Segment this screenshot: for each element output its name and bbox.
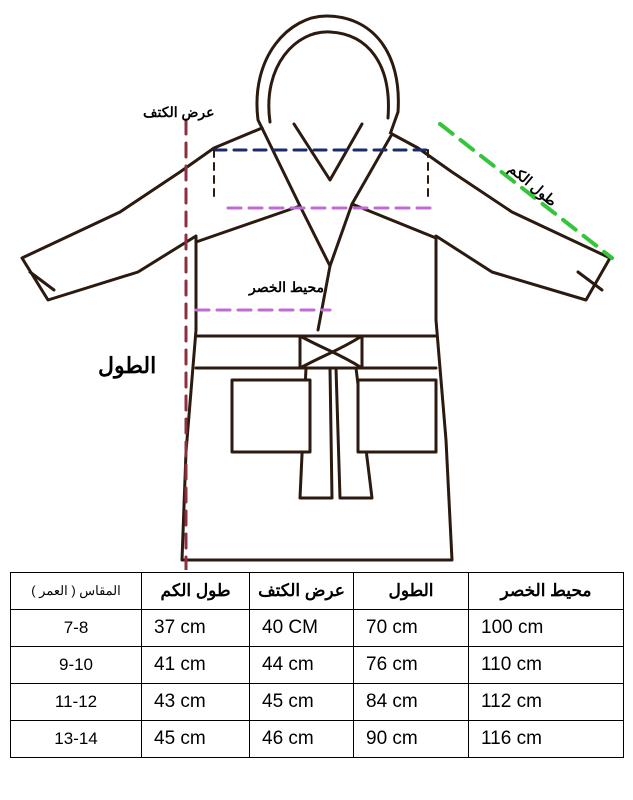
table-row [11,647,624,684]
header-age: المقاس ( العمر ) [11,573,142,610]
header-shoulder: عرض الكتف [250,573,354,610]
cell-length: 70 cm [354,610,469,647]
cell-age: 11-12 [11,684,142,721]
size-table [10,572,624,758]
cell-age: 7-8 [11,610,142,647]
cell-sleeve: 43 cm [142,684,250,721]
cell-length: 90 cm [354,721,469,758]
shoulder-width-label: عرض الكتف [143,104,215,120]
cell-sleeve: 37 cm [142,610,250,647]
cell-shoulder: 40 CM [250,610,354,647]
cell-shoulder: 45 cm [250,684,354,721]
header-length: الطول [354,573,469,610]
waist-circumference-label: محيط الخصر [249,279,324,295]
table-row [11,721,624,758]
cell-shoulder: 44 cm [250,647,354,684]
cell-length: 76 cm [354,647,469,684]
table-row [11,684,624,721]
cell-waist: 110 cm [469,647,624,684]
cell-age: 9-10 [11,647,142,684]
cell-shoulder: 46 cm [250,721,354,758]
cell-waist: 100 cm [469,610,624,647]
table-header-row [11,573,624,610]
cell-age: 13-14 [11,721,142,758]
cell-waist: 116 cm [469,721,624,758]
table-row [11,610,624,647]
cell-length: 84 cm [354,684,469,721]
total-length-label: الطول [98,353,157,378]
sleeve-length-label: طول الكم [505,160,561,210]
cell-waist: 112 cm [469,684,624,721]
header-waist: محيط الخصر [469,573,624,610]
cell-sleeve: 45 cm [142,721,250,758]
header-sleeve: طول الكم [142,573,250,610]
cell-sleeve: 41 cm [142,647,250,684]
